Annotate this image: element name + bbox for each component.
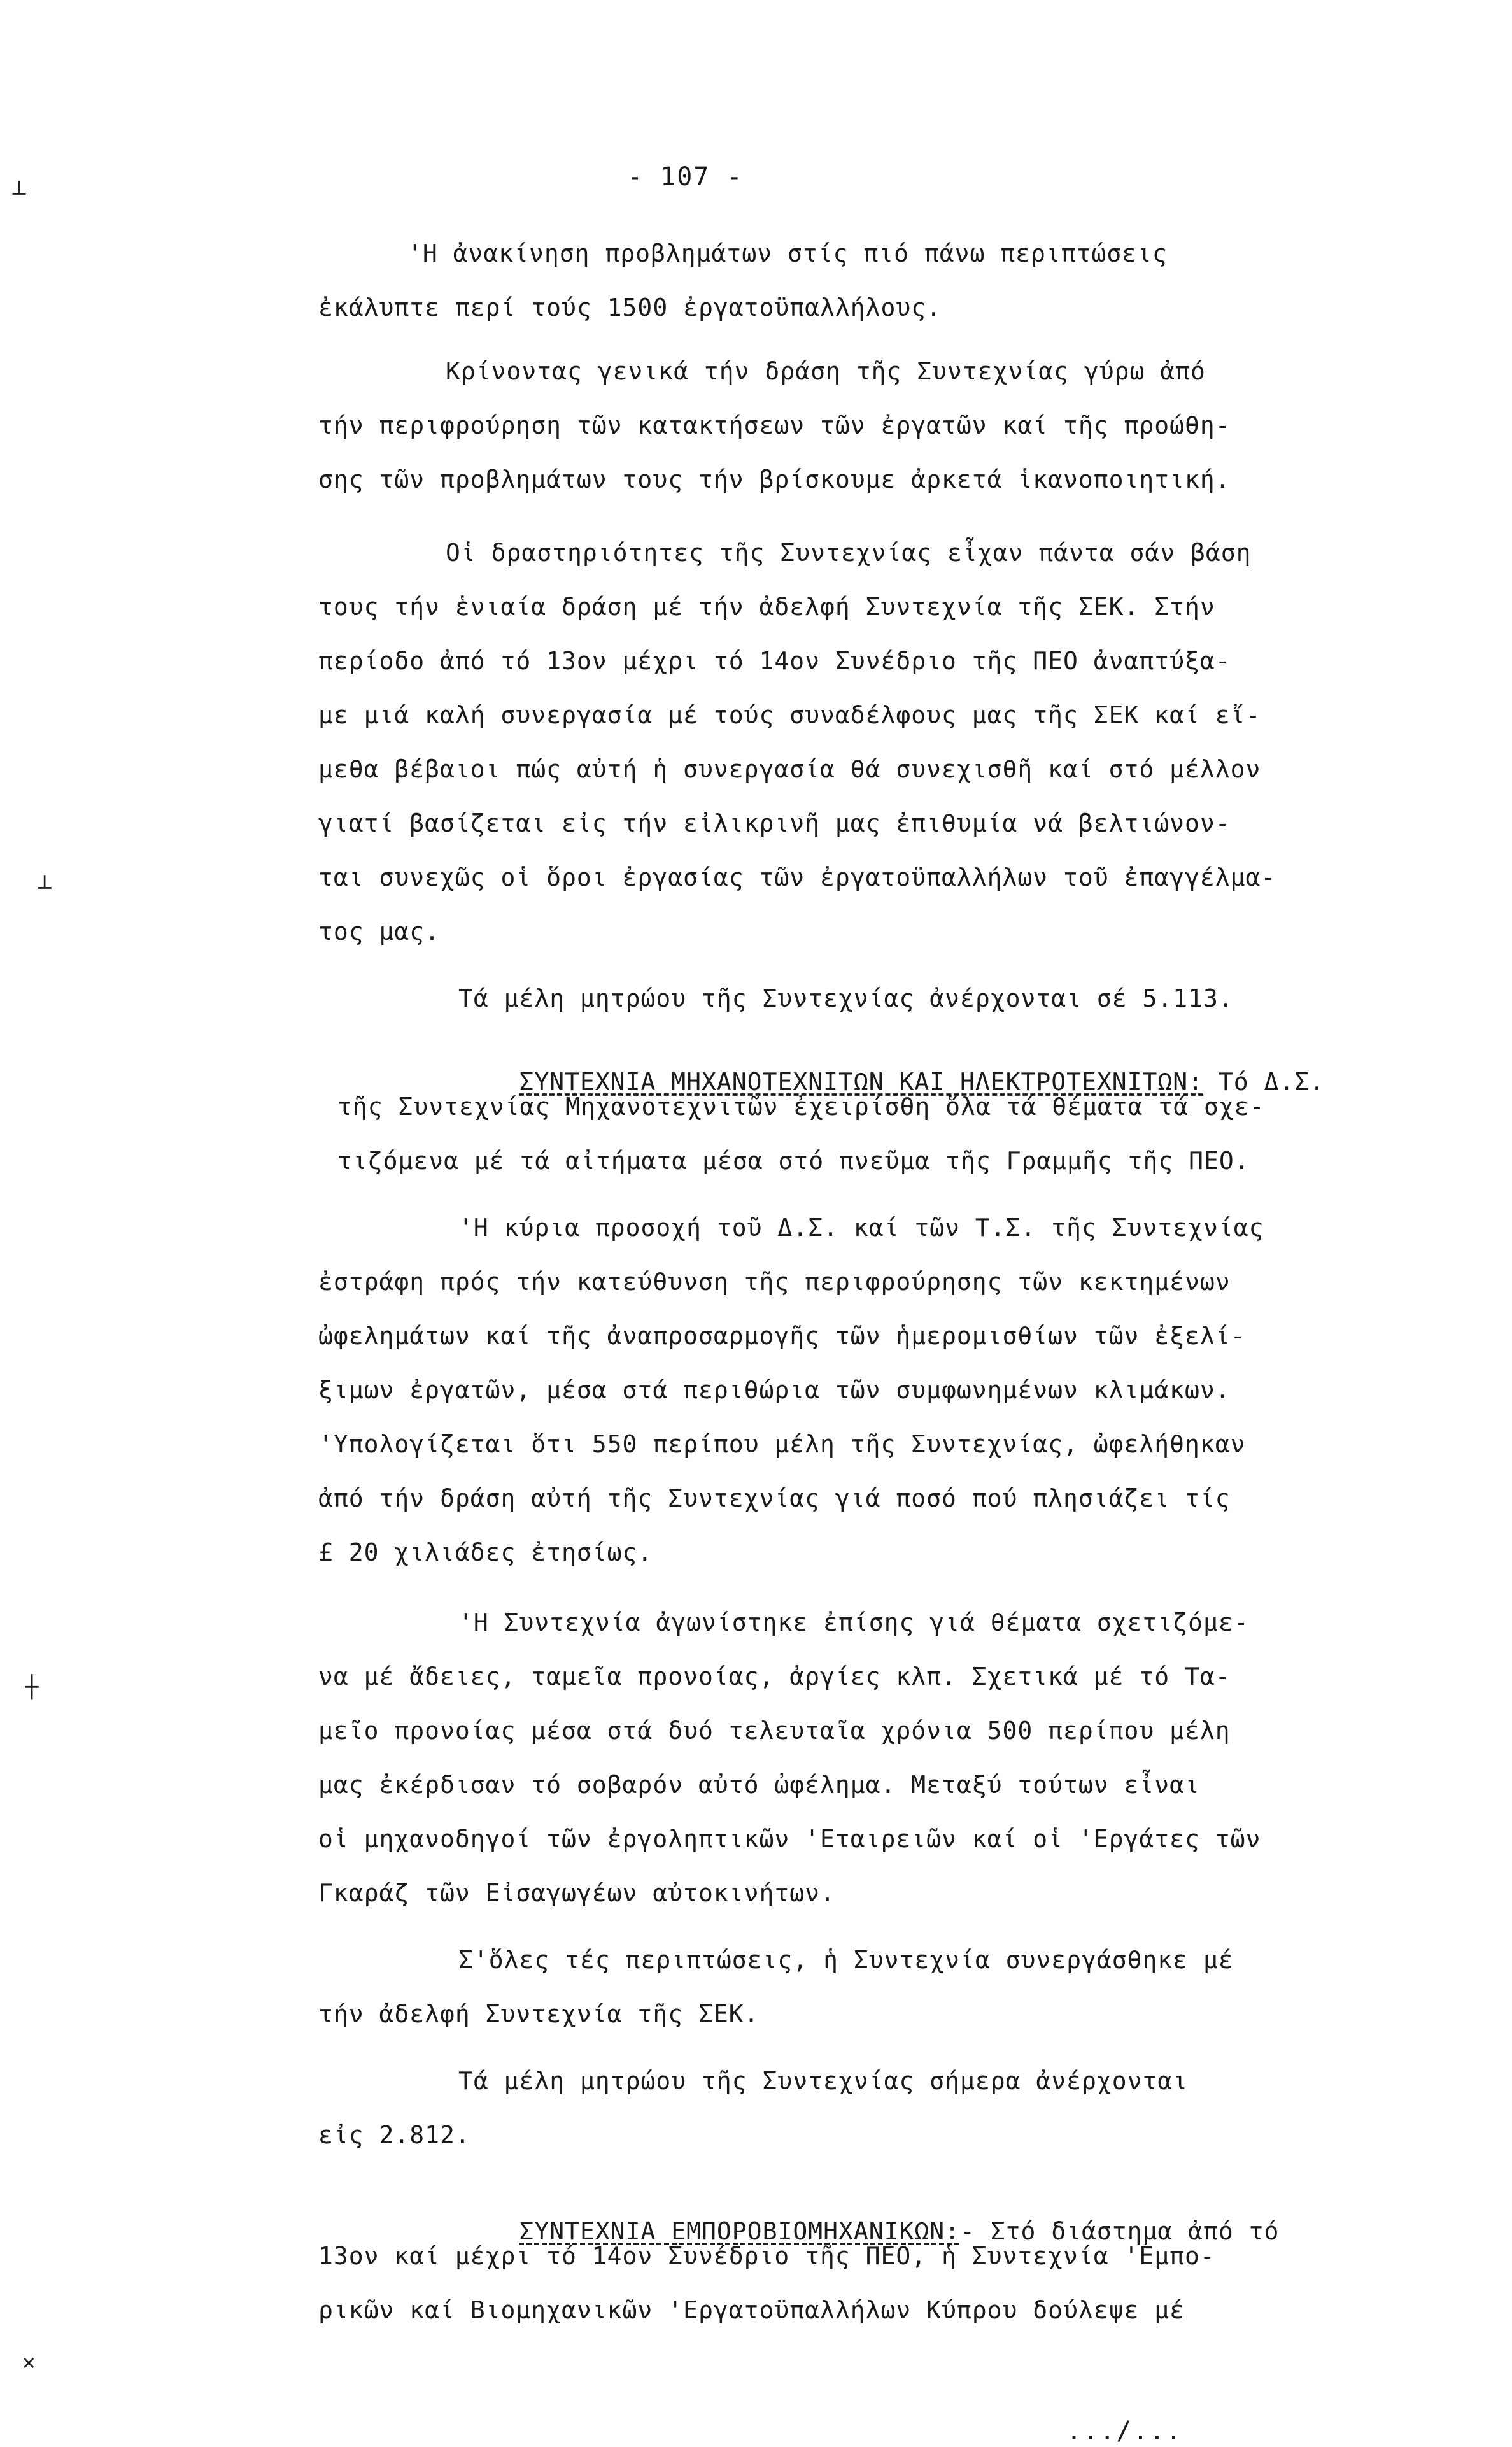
- text-line: περίοδο ἀπό τό 13ον μέχρι τό 14ον Συνέδριο τῆς ΠΕΟ ἀναπτύξα-: [318, 647, 1231, 675]
- text-line: ρικῶν καί Βιομηχανικῶν 'Εργατοϋπαλλήλων Κύπρου δούλεψε μέ: [318, 2296, 1185, 2324]
- text-line: 13ον καί μέχρι τό 14ον Συνέδριο τῆς ΠΕΟ, ἡ Συντεχνία 'Εμπο-: [318, 2242, 1215, 2270]
- text-line: μεθα βέβαιοι πώς αὐτή ἡ συνεργασία θά συνεχισθῆ καί στό μέλλον: [318, 755, 1261, 783]
- text-line: μεῖο προνοίας μέσα στά δυό τελευταῖα χρόνια 500 περίπου μέλη: [318, 1717, 1231, 1745]
- page-number: - 107 -: [627, 162, 744, 192]
- text-line: τῆς Συντεχνίας Μηχανοτεχνιτῶν ἐχειρίσθη ὅλα τά θέματα τά σχε-: [337, 1093, 1265, 1121]
- text-line: Τά μέλη μητρώου τῆς Συντεχνίας ἀνέρχονται σέ 5.113.: [458, 984, 1234, 1012]
- heading-continuation: - Στό διάστημα ἀπό τό: [959, 2217, 1280, 2245]
- text-line: ἀπό τήν δράση αὐτή τῆς Συντεχνίας γιά ποσό πού πλησιάζει τίς: [318, 1484, 1231, 1512]
- text-line: Οἱ δραστηριότητες τῆς Συντεχνίας εἶχαν πάντα σάν βάση: [446, 539, 1252, 567]
- text-line: Τά μέλη μητρώου τῆς Συντεχνίας σήμερα ἀνέρχονται: [458, 2067, 1189, 2095]
- text-line: εἰς 2.812.: [318, 2121, 470, 2149]
- margin-tick-mark: ┴: [13, 181, 26, 207]
- text-line: ἐκάλυπτε περί τούς 1500 ἐργατοϋπαλλήλους.: [318, 294, 942, 322]
- text-line: μας ἐκέρδισαν τό σοβαρόν αὐτό ὠφέλημα. Μεταξύ τούτων εἶναι: [318, 1771, 1200, 1799]
- text-line: τήν ἀδελφή Συντεχνία τῆς ΣΕΚ.: [318, 2000, 760, 2028]
- section-heading: ΣΥΝΤΕΧΝΙΑ ΜΗΧΑΝΟΤΕΧΝΙΤΩΝ ΚΑΙ ΗΛΕΚΤΡΟΤΕΧΝΙΤΩΝ:: [519, 1068, 1204, 1096]
- text-line: τιζόμενα μέ τά αἰτήματα μέσα στό πνεῦμα τῆς Γραμμῆς τῆς ΠΕΟ.: [337, 1147, 1250, 1175]
- text-line: ὠφελημάτων καί τῆς ἀναπροσαρμογῆς τῶν ἡμερομισθίων τῶν ἐξελί-: [318, 1322, 1246, 1350]
- text-line: 'Η κύρια προσοχή τοῦ Δ.Σ. καί τῶν Τ.Σ. τῆς Συντεχνίας: [458, 1214, 1264, 1242]
- text-line: τος μας.: [318, 918, 441, 946]
- text-line: οἱ μηχανοδηγοί τῶν ἐργοληπτικῶν 'Εταιρειῶν καί οἱ 'Εργάτες τῶν: [318, 1825, 1261, 1853]
- text-line: τους τήν ἑνιαία δράση μέ τήν ἀδελφή Συντεχνία τῆς ΣΕΚ. Στήν: [318, 593, 1215, 621]
- text-line: 'Η Συντεχνία ἀγωνίστηκε ἐπίσης γιά θέματα σχετιζόμε-: [458, 1608, 1249, 1636]
- margin-tick-mark: ✕: [22, 2350, 36, 2375]
- text-line: με μιά καλή συνεργασία μέ τούς συναδέλφους μας τῆς ΣΕΚ καί εἴ-: [318, 701, 1261, 729]
- text-line: γιατί βασίζεται εἰς τήν εἰλικρινῆ μας ἐπιθυμία νά βελτιώνον-: [318, 809, 1231, 837]
- text-line: ξιμων ἐργατῶν, μέσα στά περιθώρια τῶν συμφωνημένων κλιμάκων.: [318, 1376, 1231, 1404]
- text-line: ται συνεχῶς οἱ ὅροι ἐργασίας τῶν ἐργατοϋπαλλήλων τοῦ ἐπαγγέλμα-: [318, 863, 1276, 891]
- text-line: Γκαράζ τῶν Εἰσαγωγέων αὐτοκινήτων.: [318, 1879, 835, 1907]
- text-line: Σ'ὅλες τές περιπτώσεις, ἡ Συντεχνία συνεργάσθηκε μέ: [458, 1946, 1234, 1974]
- text-line: ἐστράφη πρός τήν κατεύθυνση τῆς περιφρούρησης τῶν κεκτημένων: [318, 1268, 1231, 1296]
- text-line: 'Υπολογίζεται ὅτι 550 περίπου μέλη τῆς Συντεχνίας, ὠφελήθηκαν: [318, 1430, 1246, 1458]
- text-line: σης τῶν προβλημάτων τους τήν βρίσκουμε ἀρκετά ἱκανοποιητική.: [318, 465, 1231, 493]
- margin-tick-mark: ┴: [38, 876, 52, 901]
- margin-tick-mark: ┼: [25, 1675, 39, 1700]
- text-line: Κρίνοντας γενικά τήν δράση τῆς Συντεχνίας γύρω ἀπό: [446, 357, 1206, 385]
- text-line: τήν περιφρούρηση τῶν κατακτήσεων τῶν ἐργατῶν καί τῆς προώθη-: [318, 411, 1231, 439]
- text-line: να μέ ἄδειες, ταμεῖα προνοίας, ἀργίες κλπ. Σχετικά μέ τό Τα-: [318, 1663, 1231, 1691]
- section-heading: ΣΥΝΤΕΧΝΙΑ ΕΜΠΟΡΟΒΙΟΜΗΧΑΝΙΚΩΝ:: [519, 2217, 960, 2245]
- heading-continuation: Τό Δ.Σ.: [1203, 1068, 1325, 1096]
- text-line: £ 20 χιλιάδες ἐτησίως.: [318, 1538, 653, 1566]
- text-line: 'Η ἀνακίνηση προβλημάτων στίς πιό πάνω περιπτώσεις: [407, 239, 1168, 267]
- continuation-mark: .../...: [1066, 2416, 1183, 2446]
